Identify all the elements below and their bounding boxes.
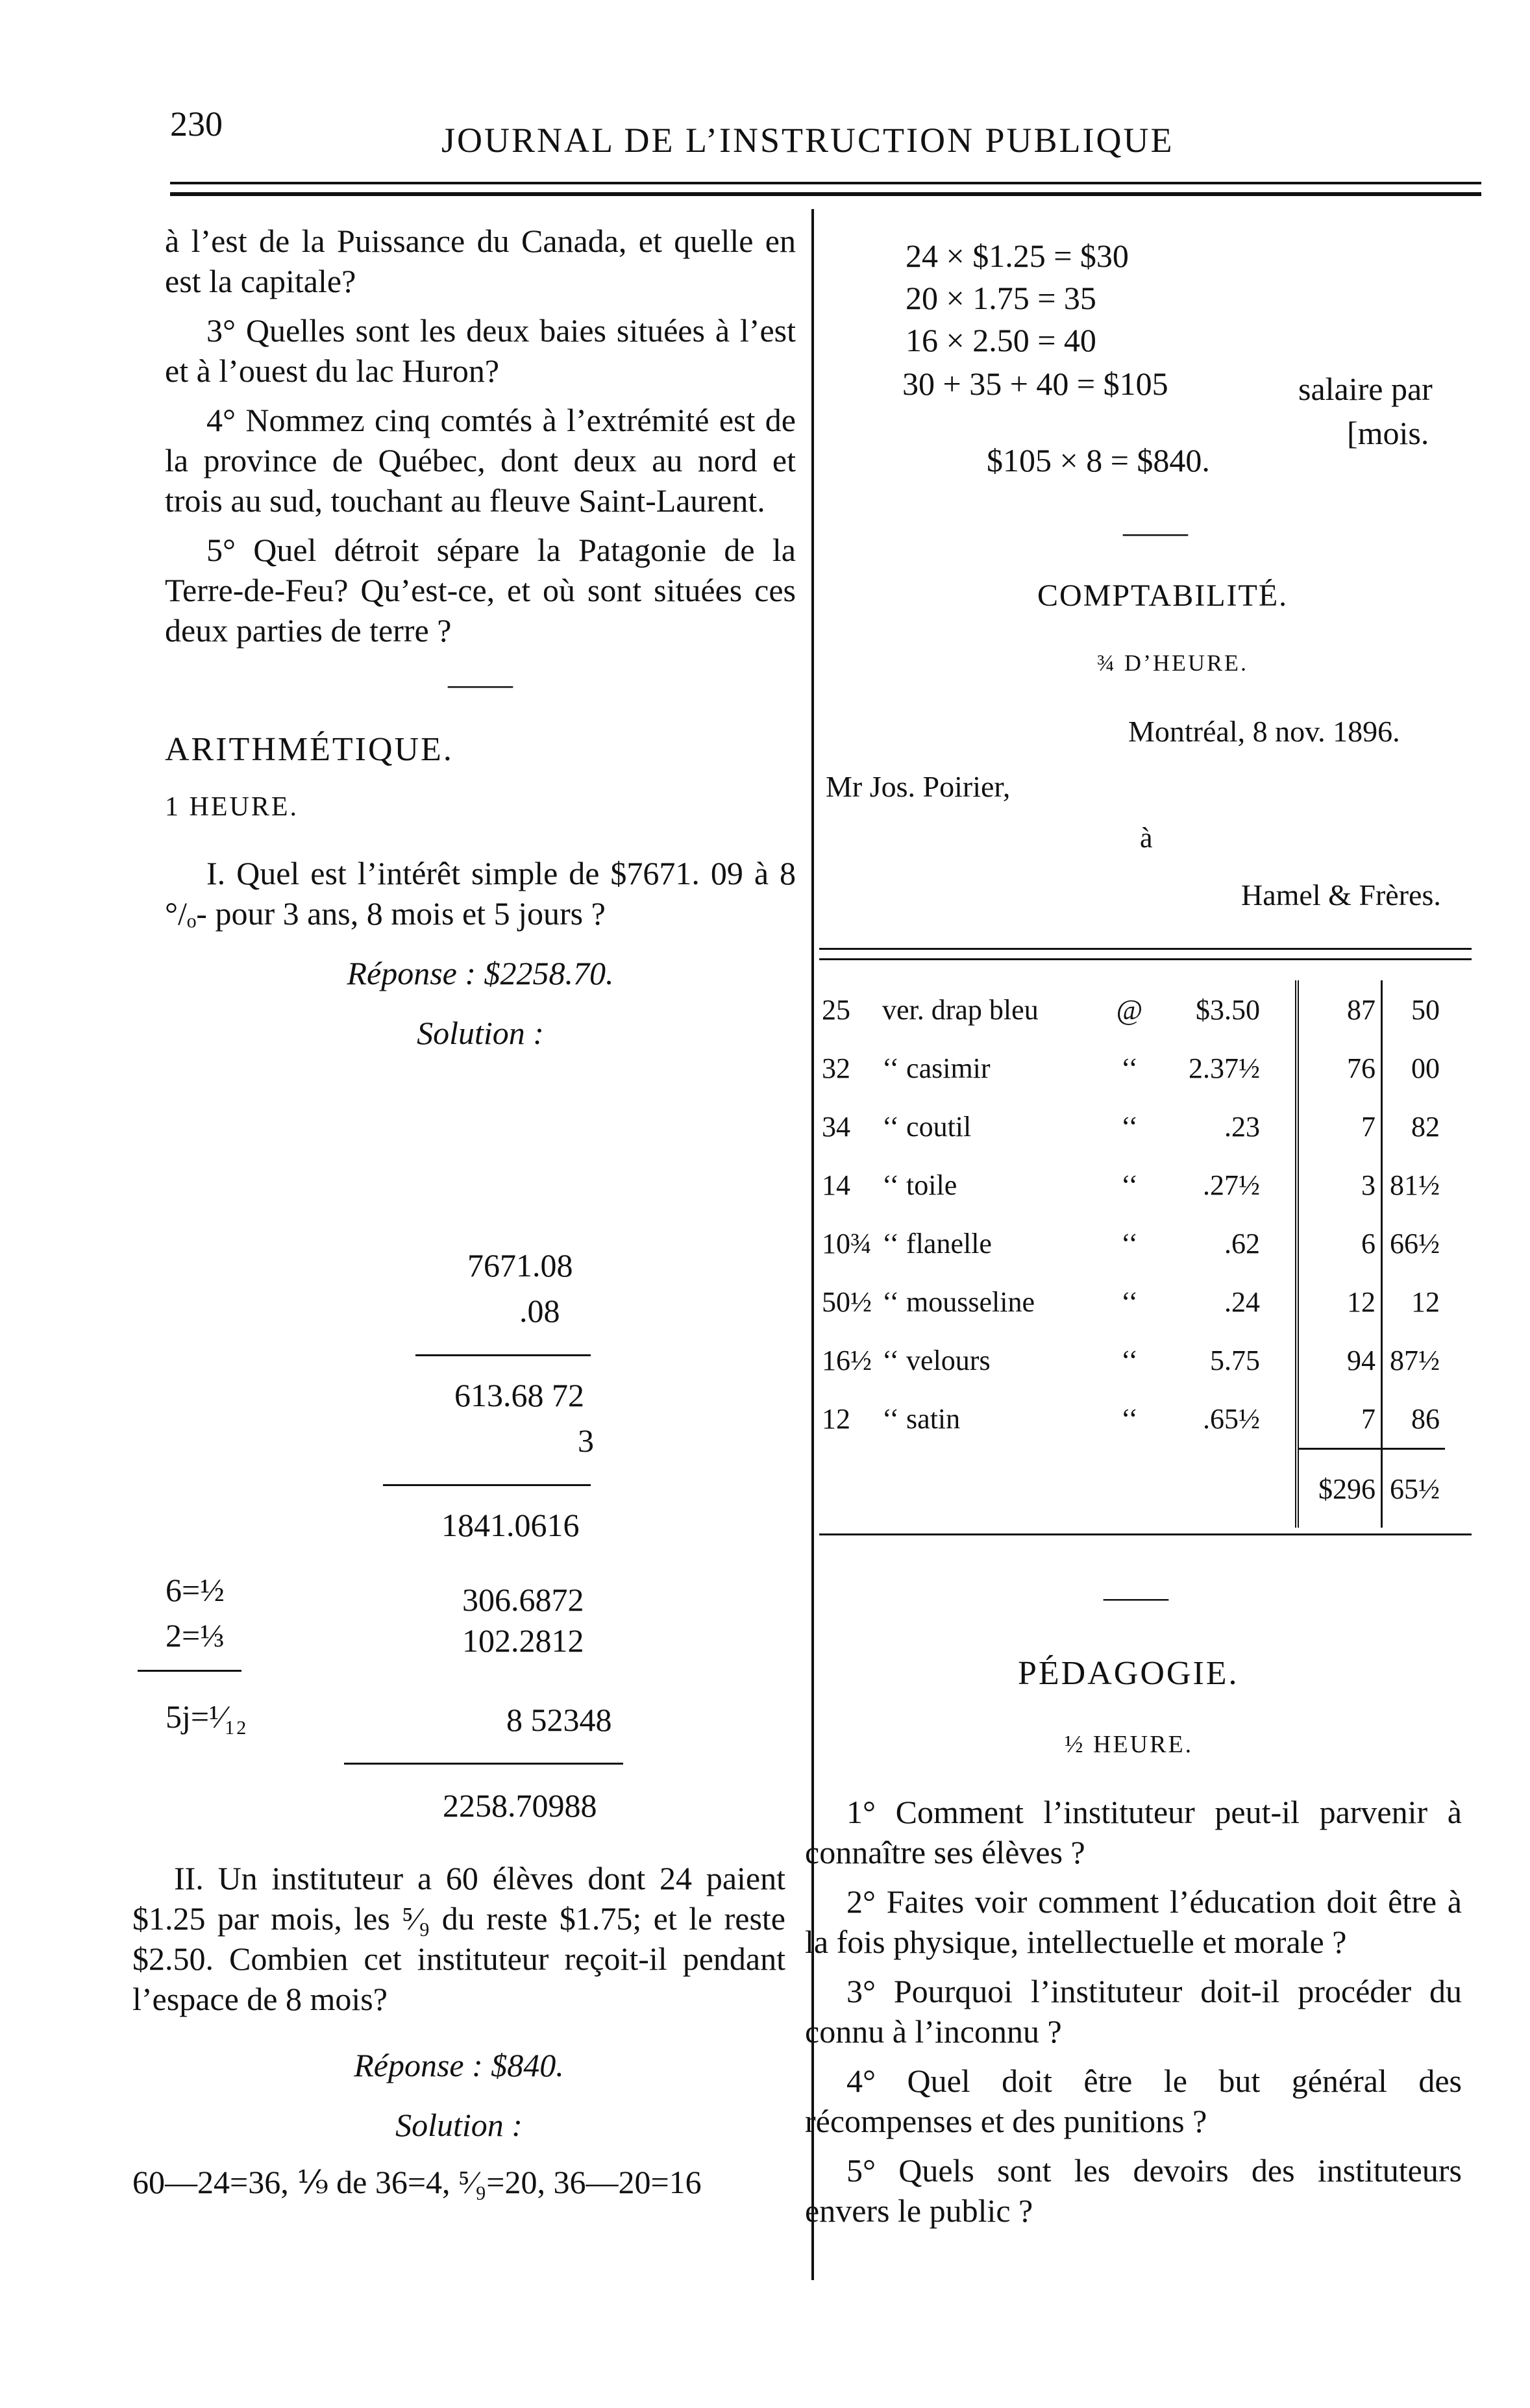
invoice-price: $3.50 <box>1196 993 1260 1026</box>
invoice-dollars: 6 <box>1297 1214 1382 1272</box>
calc-line: 2258.70988 <box>443 1787 597 1824</box>
separator: —— <box>1104 1578 1168 1615</box>
arith-question-1: I. Quel est l’intérêt simple de $7671. 09 à 8 °/ₒ- pour 3 ans, 8 mois et 5 jours ? <box>165 855 796 932</box>
calc-line: 8 52348 <box>506 1702 612 1738</box>
answer-1: Réponse : $2258.70. <box>347 955 614 991</box>
table-row <box>817 1272 1445 1331</box>
invoice-qty: 12 <box>822 1403 850 1435</box>
calc-line: 30 + 35 + 40 = $105 <box>902 366 1168 402</box>
section-heading-comptabilite: COMPTABILITÉ. <box>1037 578 1289 613</box>
invoice-date: Montréal, 8 nov. 1896. <box>1128 715 1400 748</box>
invoice-cents: 86 <box>1382 1389 1446 1449</box>
table-row <box>817 1097 1445 1156</box>
invoice-price: 2.37½ <box>1189 1052 1260 1084</box>
page-number: 230 <box>170 105 223 143</box>
invoice-dollars: 7 <box>1297 1389 1382 1449</box>
invoice-price: 5.75 <box>1210 1344 1260 1376</box>
solution-label-2: Solution : <box>395 2107 523 2143</box>
invoice-total-dollars: $296 <box>1297 1449 1382 1528</box>
geo-question-4: 4° Nommez cinq comtés à l’extrémité est de la province de Québec, dont deux au nord et trois au sud, touchant au fleuve Saint-Laurent. <box>165 402 796 519</box>
invoice-price: .65½ <box>1203 1403 1260 1435</box>
invoice-cents: 50 <box>1382 980 1446 1039</box>
invoice-at: ‘‘ <box>1120 1344 1139 1376</box>
invoice-at: ‘‘ <box>1120 1227 1139 1260</box>
invoice-qty: 10¾ <box>822 1227 872 1260</box>
calc-line: salaire par <box>1298 371 1433 407</box>
separator: —— <box>1123 514 1188 550</box>
invoice-rule-bottom <box>819 1533 1472 1535</box>
geo-question-5: 5° Quel détroit sépare la Patagonie de la Terre-de-Feu? Qu’est-ce, et où sont situées ces deux parties de terre ? <box>165 532 796 649</box>
invoice-sender: Hamel & Frères. <box>1241 878 1441 912</box>
peda-question-3: 3° Pourquoi l’instituteur doit-il procéder du connu à l’inconnu ? <box>805 1973 1462 2050</box>
invoice-total-cents: 65½ <box>1382 1449 1446 1528</box>
invoice-desc: ‘‘ casimir <box>882 1052 991 1084</box>
invoice-dollars: 87 <box>1297 980 1382 1039</box>
invoice-cents: 81½ <box>1382 1156 1446 1214</box>
calc-line: 5j=¹⁄₁₂ <box>166 1698 247 1735</box>
section-heading-pedagogie: PÉDAGOGIE. <box>1018 1655 1239 1692</box>
invoice-qty: 50½ <box>822 1285 872 1318</box>
invoice-dollars: 76 <box>1297 1039 1382 1097</box>
invoice-dollars: 12 <box>1297 1272 1382 1331</box>
table-row <box>817 1389 1445 1449</box>
table-row <box>817 1331 1445 1389</box>
invoice-desc: ‘‘ toile <box>882 1169 957 1201</box>
solution-line-2: 60—24=36, ⅑ de 36=4, ⁵⁄₉=20, 36—20=16 <box>132 2164 702 2200</box>
invoice-table <box>817 980 1445 1528</box>
pedagogie-questions <box>805 1792 1462 2240</box>
calc-line: 16 × 2.50 = 40 <box>906 322 1096 358</box>
calc-line: .08 <box>519 1293 560 1329</box>
invoice-total-row <box>817 1449 1445 1528</box>
left-column-lower <box>132 1858 785 2211</box>
solution-label-1: Solution : <box>417 1015 544 1051</box>
invoice-rule-top <box>819 948 1472 950</box>
invoice-desc: ‘‘ coutil <box>882 1110 972 1143</box>
calc-rule <box>138 1670 241 1672</box>
calc-line: 102.2812 <box>462 1622 584 1659</box>
calc-line: 1841.0616 <box>441 1507 580 1543</box>
invoice-rule-top2 <box>819 958 1472 960</box>
invoice-at: ‘‘ <box>1120 1403 1139 1435</box>
table-row <box>817 1214 1445 1272</box>
answer-2: Réponse : $840. <box>354 2047 564 2083</box>
invoice-desc: ‘‘ velours <box>882 1344 991 1376</box>
invoice-desc: ‘‘ flanelle <box>882 1227 992 1260</box>
invoice-at: @ <box>1116 993 1143 1026</box>
invoice-desc: ‘‘ satin <box>882 1403 961 1435</box>
invoice-recipient: Mr Jos. Poirier, <box>826 770 1011 803</box>
section-duration: ¾ D’HEURE. <box>1097 650 1248 676</box>
invoice-qty: 14 <box>822 1169 850 1201</box>
calc-line: 20 × 1.75 = 35 <box>906 280 1096 316</box>
table-row <box>817 1039 1445 1097</box>
left-paragraph-1: à l’est de la Puissance du Canada, et quelle en est la capitale? <box>165 223 796 299</box>
invoice-price: .62 <box>1224 1227 1260 1260</box>
invoice-qty: 25 <box>822 993 850 1026</box>
invoice-cents: 00 <box>1382 1039 1446 1097</box>
calc-line: 306.6872 <box>462 1582 584 1618</box>
header-rule-bottom <box>170 192 1481 196</box>
invoice-at: ‘‘ <box>1120 1110 1139 1143</box>
peda-question-1: 1° Comment l’instituteur peut-il parvenir à connaître ses élèves ? <box>805 1794 1462 1870</box>
calc-line: [mois. <box>1347 415 1429 451</box>
geo-question-3: 3° Quelles sont les deux baies situées à l’est et à l’ouest du lac Huron? <box>165 312 796 389</box>
invoice-cents: 82 <box>1382 1097 1446 1156</box>
calc-line: 613.68 72 <box>454 1377 584 1413</box>
journal-title: JOURNAL DE L’INSTRUCTION PUBLIQUE <box>441 121 1174 160</box>
invoice-qty: 16½ <box>822 1344 872 1376</box>
invoice-qty: 32 <box>822 1052 850 1084</box>
invoice-dollars: 94 <box>1297 1331 1382 1389</box>
calc-rule <box>383 1484 591 1486</box>
invoice-desc: ver. drap bleu <box>882 993 1039 1026</box>
invoice-price: .23 <box>1224 1110 1260 1143</box>
peda-question-4: 4° Quel doit être le but général des récompenses et des punitions ? <box>805 2063 1462 2139</box>
section-heading-arithmetique: ARITHMÉTIQUE. <box>165 731 454 768</box>
invoice-at: ‘‘ <box>1120 1169 1139 1201</box>
invoice-cents: 66½ <box>1382 1214 1446 1272</box>
left-column <box>165 221 796 1062</box>
invoice-price: .24 <box>1224 1285 1260 1318</box>
section-duration: ½ HEURE. <box>1065 1731 1194 1758</box>
calc-line: 7671.08 <box>467 1247 573 1284</box>
separator: —— <box>448 665 513 702</box>
calc-line: 6=½ <box>166 1572 225 1608</box>
peda-question-2: 2° Faites voir comment l’éducation doit être à la fois physique, intellectuelle et morale ? <box>805 1883 1462 1960</box>
calc-line: $105 × 8 = $840. <box>987 442 1210 478</box>
invoice-cents: 12 <box>1382 1272 1446 1331</box>
peda-question-5: 5° Quels sont les devoirs des instituteurs envers le public ? <box>805 2152 1462 2229</box>
invoice-dollars: 7 <box>1297 1097 1382 1156</box>
arith-question-2: II. Un instituteur a 60 élèves dont 24 paient $1.25 par mois, les ⁵⁄₉ du reste $1.75; et le reste $2.50. Combien cet instituteur reçoit-il pendant l’espace de 8 mois? <box>132 1860 785 2017</box>
invoice-cents: 87½ <box>1382 1331 1446 1389</box>
calc-rule <box>415 1354 591 1356</box>
invoice-price: .27½ <box>1203 1169 1260 1201</box>
invoice-dollars: 3 <box>1297 1156 1382 1214</box>
calc-line: 3 <box>578 1422 594 1459</box>
section-duration: 1 HEURE. <box>165 792 299 822</box>
invoice-desc: ‘‘ mousseline <box>882 1285 1035 1318</box>
invoice-a: à <box>1140 822 1153 854</box>
calc-line: 24 × $1.25 = $30 <box>906 238 1129 274</box>
table-row <box>817 980 1445 1039</box>
header-rule-top <box>170 182 1481 184</box>
calc-line: 2=⅓ <box>166 1617 225 1654</box>
invoice-at: ‘‘ <box>1120 1285 1139 1318</box>
calc-rule <box>344 1763 623 1765</box>
invoice-at: ‘‘ <box>1120 1052 1139 1084</box>
invoice-qty: 34 <box>822 1110 850 1143</box>
table-row <box>817 1156 1445 1214</box>
